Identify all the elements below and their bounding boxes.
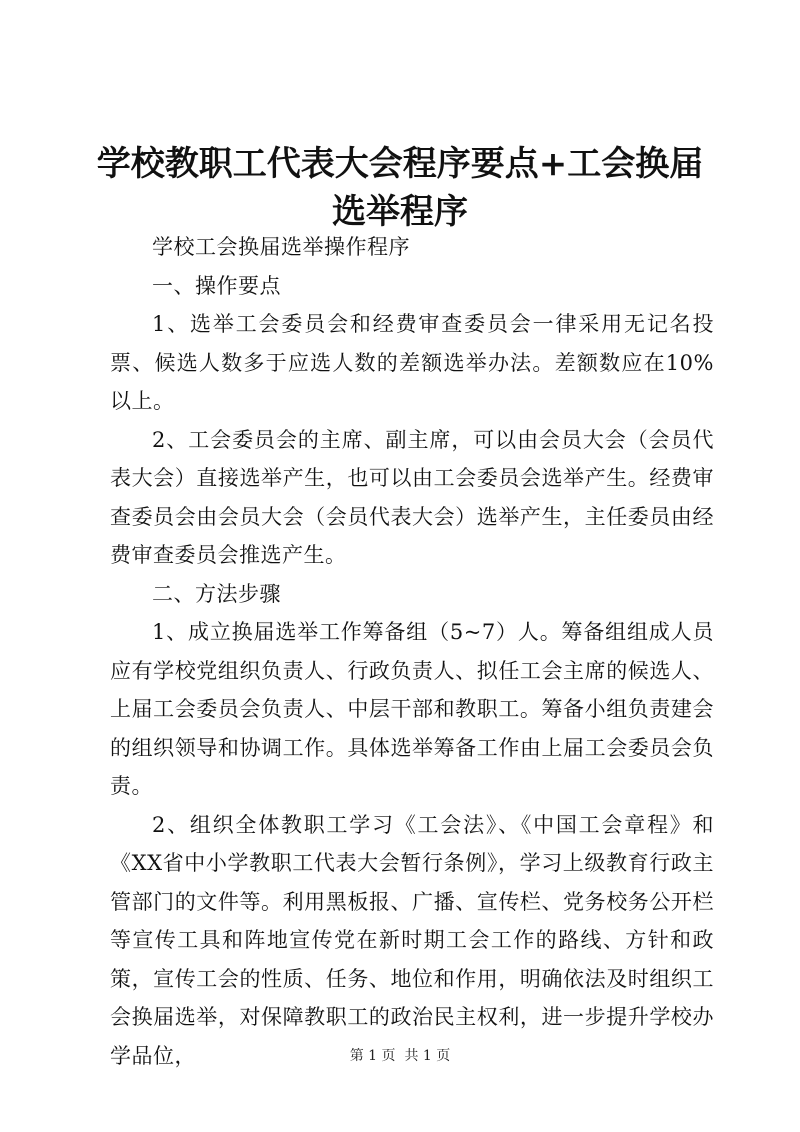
document-body	[110, 228, 714, 1075]
document-title: 学校教职工代表大会程序要点+工会换届选举程序	[96, 144, 704, 232]
page-footer	[0, 1046, 800, 1066]
paragraph-section-heading-2: 二、方法步骤	[152, 581, 281, 606]
paragraph-section-heading-1: 一、操作要点	[152, 273, 281, 298]
paragraph: 2、组织全体教职工学习《工会法》、《中国工会章程》和《XX省中小学教职工代表大会暂行条例》，学习上级教育行政主管部门的文件等。利用黑板报、广播、宣传栏、党务校务公开栏等宣传工具和阵地宣传党在新时期工会工作的路线、方针和政策，宣传工会的性质、任务、地位和作用，明确依法及时组织工会换届选举，对保障教职工的政治民主权利，进一步提升学校办学品位，	[110, 812, 714, 1068]
paragraph: 1、选举工会委员会和经费审查委员会一律采用无记名投票、候选人数多于应选人数的差额选举办法。差额数应在10%以上。	[110, 312, 714, 413]
paragraph: 1、成立换届选举工作筹备组（5~7）人。筹备组组成人员应有学校党组织负责人、行政负责人、拟任工会主席的候选人、上届工会委员会负责人、中层干部和教职工。筹备小组负责建会的组织领导和协调工作。具体选举筹备工作由上届工会委员会负责。	[110, 620, 714, 798]
page-number-label: 第 1 页 共 1 页	[349, 1048, 451, 1064]
paragraph-subtitle: 学校工会换届选举操作程序	[152, 235, 410, 259]
paragraph: 2、工会委员会的主席、副主席，可以由会员大会（会员代表大会）直接选举产生，也可以由工会委员会选举产生。经费审查委员会由会员大会（会员代表大会）选举产生，主任委员由经费审查委员会推选产生。	[110, 427, 714, 567]
